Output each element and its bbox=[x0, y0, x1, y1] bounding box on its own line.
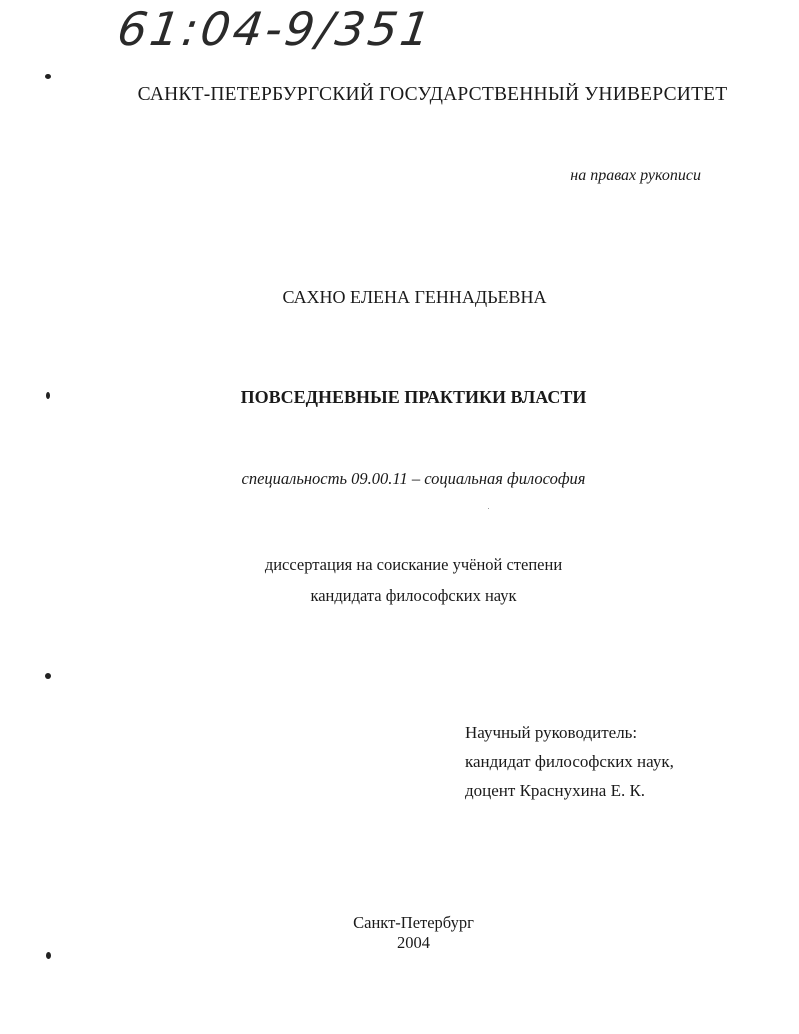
dissertation-title: ПОВСЕДНЕВНЫЕ ПРАКТИКИ ВЛАСТИ bbox=[240, 387, 587, 407]
handwritten-catalog-code: 61:04-9/351 bbox=[114, 2, 437, 56]
author-name: САХНО ЕЛЕНА ГЕННАДЬЕВНА bbox=[282, 287, 547, 307]
scan-mark-4 bbox=[46, 952, 51, 959]
specialty-line: специальность 09.00.11 – социальная философия bbox=[241, 469, 586, 488]
manuscript-note: на правах рукописи bbox=[570, 167, 701, 184]
supervisor-degree: кандидат философских наук, bbox=[465, 752, 674, 771]
scan-mark-2 bbox=[46, 392, 50, 399]
supervisor-name: доцент Краснухина Е. К. bbox=[465, 781, 646, 800]
degree-line-1: диссертация на соискание учёной степени bbox=[264, 555, 563, 574]
scan-speck bbox=[488, 508, 489, 509]
university-name: САНКТ-ПЕТЕРБУРГСКИЙ ГОСУДАРСТВЕННЫЙ УНИВЕРСИТЕТ bbox=[137, 84, 728, 105]
city: Санкт-Петербург bbox=[353, 913, 474, 932]
degree-block bbox=[0, 549, 799, 611]
year: 2004 bbox=[397, 933, 430, 952]
scan-mark-3 bbox=[45, 673, 51, 679]
city-year-block bbox=[0, 913, 799, 953]
supervisor-heading: Научный руководитель: bbox=[465, 723, 638, 742]
scan-mark-1 bbox=[45, 74, 51, 79]
supervisor-block bbox=[465, 718, 674, 805]
degree-line-2: кандидата философских наук bbox=[310, 586, 517, 605]
